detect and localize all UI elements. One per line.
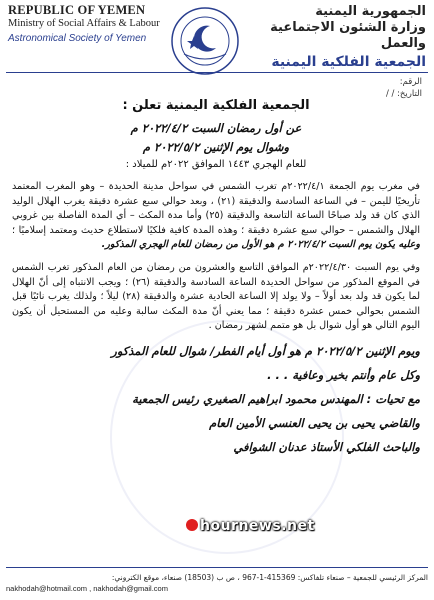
announcement-body (12, 98, 420, 462)
hijri-year-line: للعام الهجري ١٤٤٣ الموافق ٢٠٢٢م للميلاد : (125, 159, 307, 170)
header-english (8, 4, 178, 45)
footer-address: المركز الرئيسي للجمعية – صنعاء تلفاكس: 415369-1-967 ، ص ب (18503) صنعاء، موقع الكتروني: (111, 573, 428, 582)
paragraph-shawwal: وفي يوم السبت ٢٠٢٢/٤/٣٠م الموافق التاسع والعشرون من رمضان من العام المذكور تغرب الشمس في الموقع المذكور من سواحل الحديدة الساعة السادسة والدقيقة (٢٦) ؛ ويجب الانتباه إلى أنّ الهلال لما يكون قد ولد بعد أولاً – ولا يولد إلا الساعة الحادية عشرة والدقيقة (٢٨) ليلاً ؛ ولذلك يغرب نائيًا قبل الشمس بحوالي خمس عشرة دقيقة ؛ مما يعني أنّ مدة المكث سالبة وعليه من المستحيل أن يكون اليوم التالي هو أول شوال بل هو متمم لشهر رمضان . (12, 261, 420, 332)
eid-line: ويوم الإثنين ٢٠٢٢/٥/٢ م هو أول أيام الفطر/ شوال للعام المذكور (111, 343, 420, 358)
news-logo-dot-icon (186, 519, 198, 531)
greeting-line: وكل عام وأنتم بخير وعافية . . . (267, 367, 420, 382)
signature-researcher: والباحث الفلكي الأستاذ عدنان الشوافي (233, 439, 420, 454)
footer-emails: nakhodah@hotmail.com , nakhodah@gmail.com (6, 584, 168, 593)
announcement-title: الجمعية الفلكية اليمنية تعلن : (122, 98, 310, 113)
reference-meta (386, 76, 422, 100)
header-en-society: Astronomical Society of Yemen (8, 33, 147, 44)
shawwal-start-line: وشوال يوم الإثنين ٢٠٢٢/٥/٢ م (142, 140, 290, 154)
header-en-ministry: Ministry of Social Affairs & Labour (8, 18, 160, 29)
header-arabic (266, 4, 426, 70)
paragraph-ramadan (12, 180, 420, 253)
site-watermark: hournews.net (200, 518, 315, 534)
header-en-country: REPUBLIC OF YEMEN (8, 3, 146, 17)
header-ar-society: الجمعية الفلكية اليمنية (271, 54, 426, 70)
header-divider (6, 72, 428, 73)
reference-date-label: التاريخ: / / (385, 89, 422, 99)
society-logo-icon (170, 6, 240, 76)
ramadan-start-line: عن أول رمضان السبت ٢٠٢٢/٤/٢ م (130, 121, 302, 135)
header-ar-country: الجمهورية اليمنية (315, 4, 426, 19)
paragraph-ramadan-conclusion: وعليه يكون يوم السبت ٢٠٢٢/٤/٢ م هو الأول من رمضان للعام الهجري المذكور. (101, 239, 420, 251)
signature-president: مع تحيات : المهندس محمود ابراهيم الصغيري رئيس الجمعية (132, 391, 420, 406)
signature-secretary: والقاضي يحيى بن يحيى العنسي الأمين العام (209, 415, 420, 430)
document-footer (6, 567, 428, 594)
header-ar-ministry: وزارة الشئون الاجتماعية والعمل (270, 20, 426, 51)
reference-number-label: الرقم: (399, 77, 422, 87)
paragraph-ramadan-text: في مغرب يوم الجمعة ٢٠٢٢/٤/١م تغرب الشمس في سواحل مدينة الحديدة – وهو المغرب المعتمد تأريخيًا لليمن – في الساعة السادسة والدقيقة (٢١) ، وبعد حوالي سبع عشرة دقيقة يغرب الهلال الوليد الذي كان قد ولد صباحًا الساعة التاسعة والدقيقة (٢٥) وأما مدة المكث – أي المدة الفاصلة بين غروبي الهلال والشمس – حوالي سبع عشرة دقيقة ؛ وهذه المدة كافية فلكيًا لاستطلاع حديث ومعتمد إسلاميًا ؛ (12, 181, 420, 236)
